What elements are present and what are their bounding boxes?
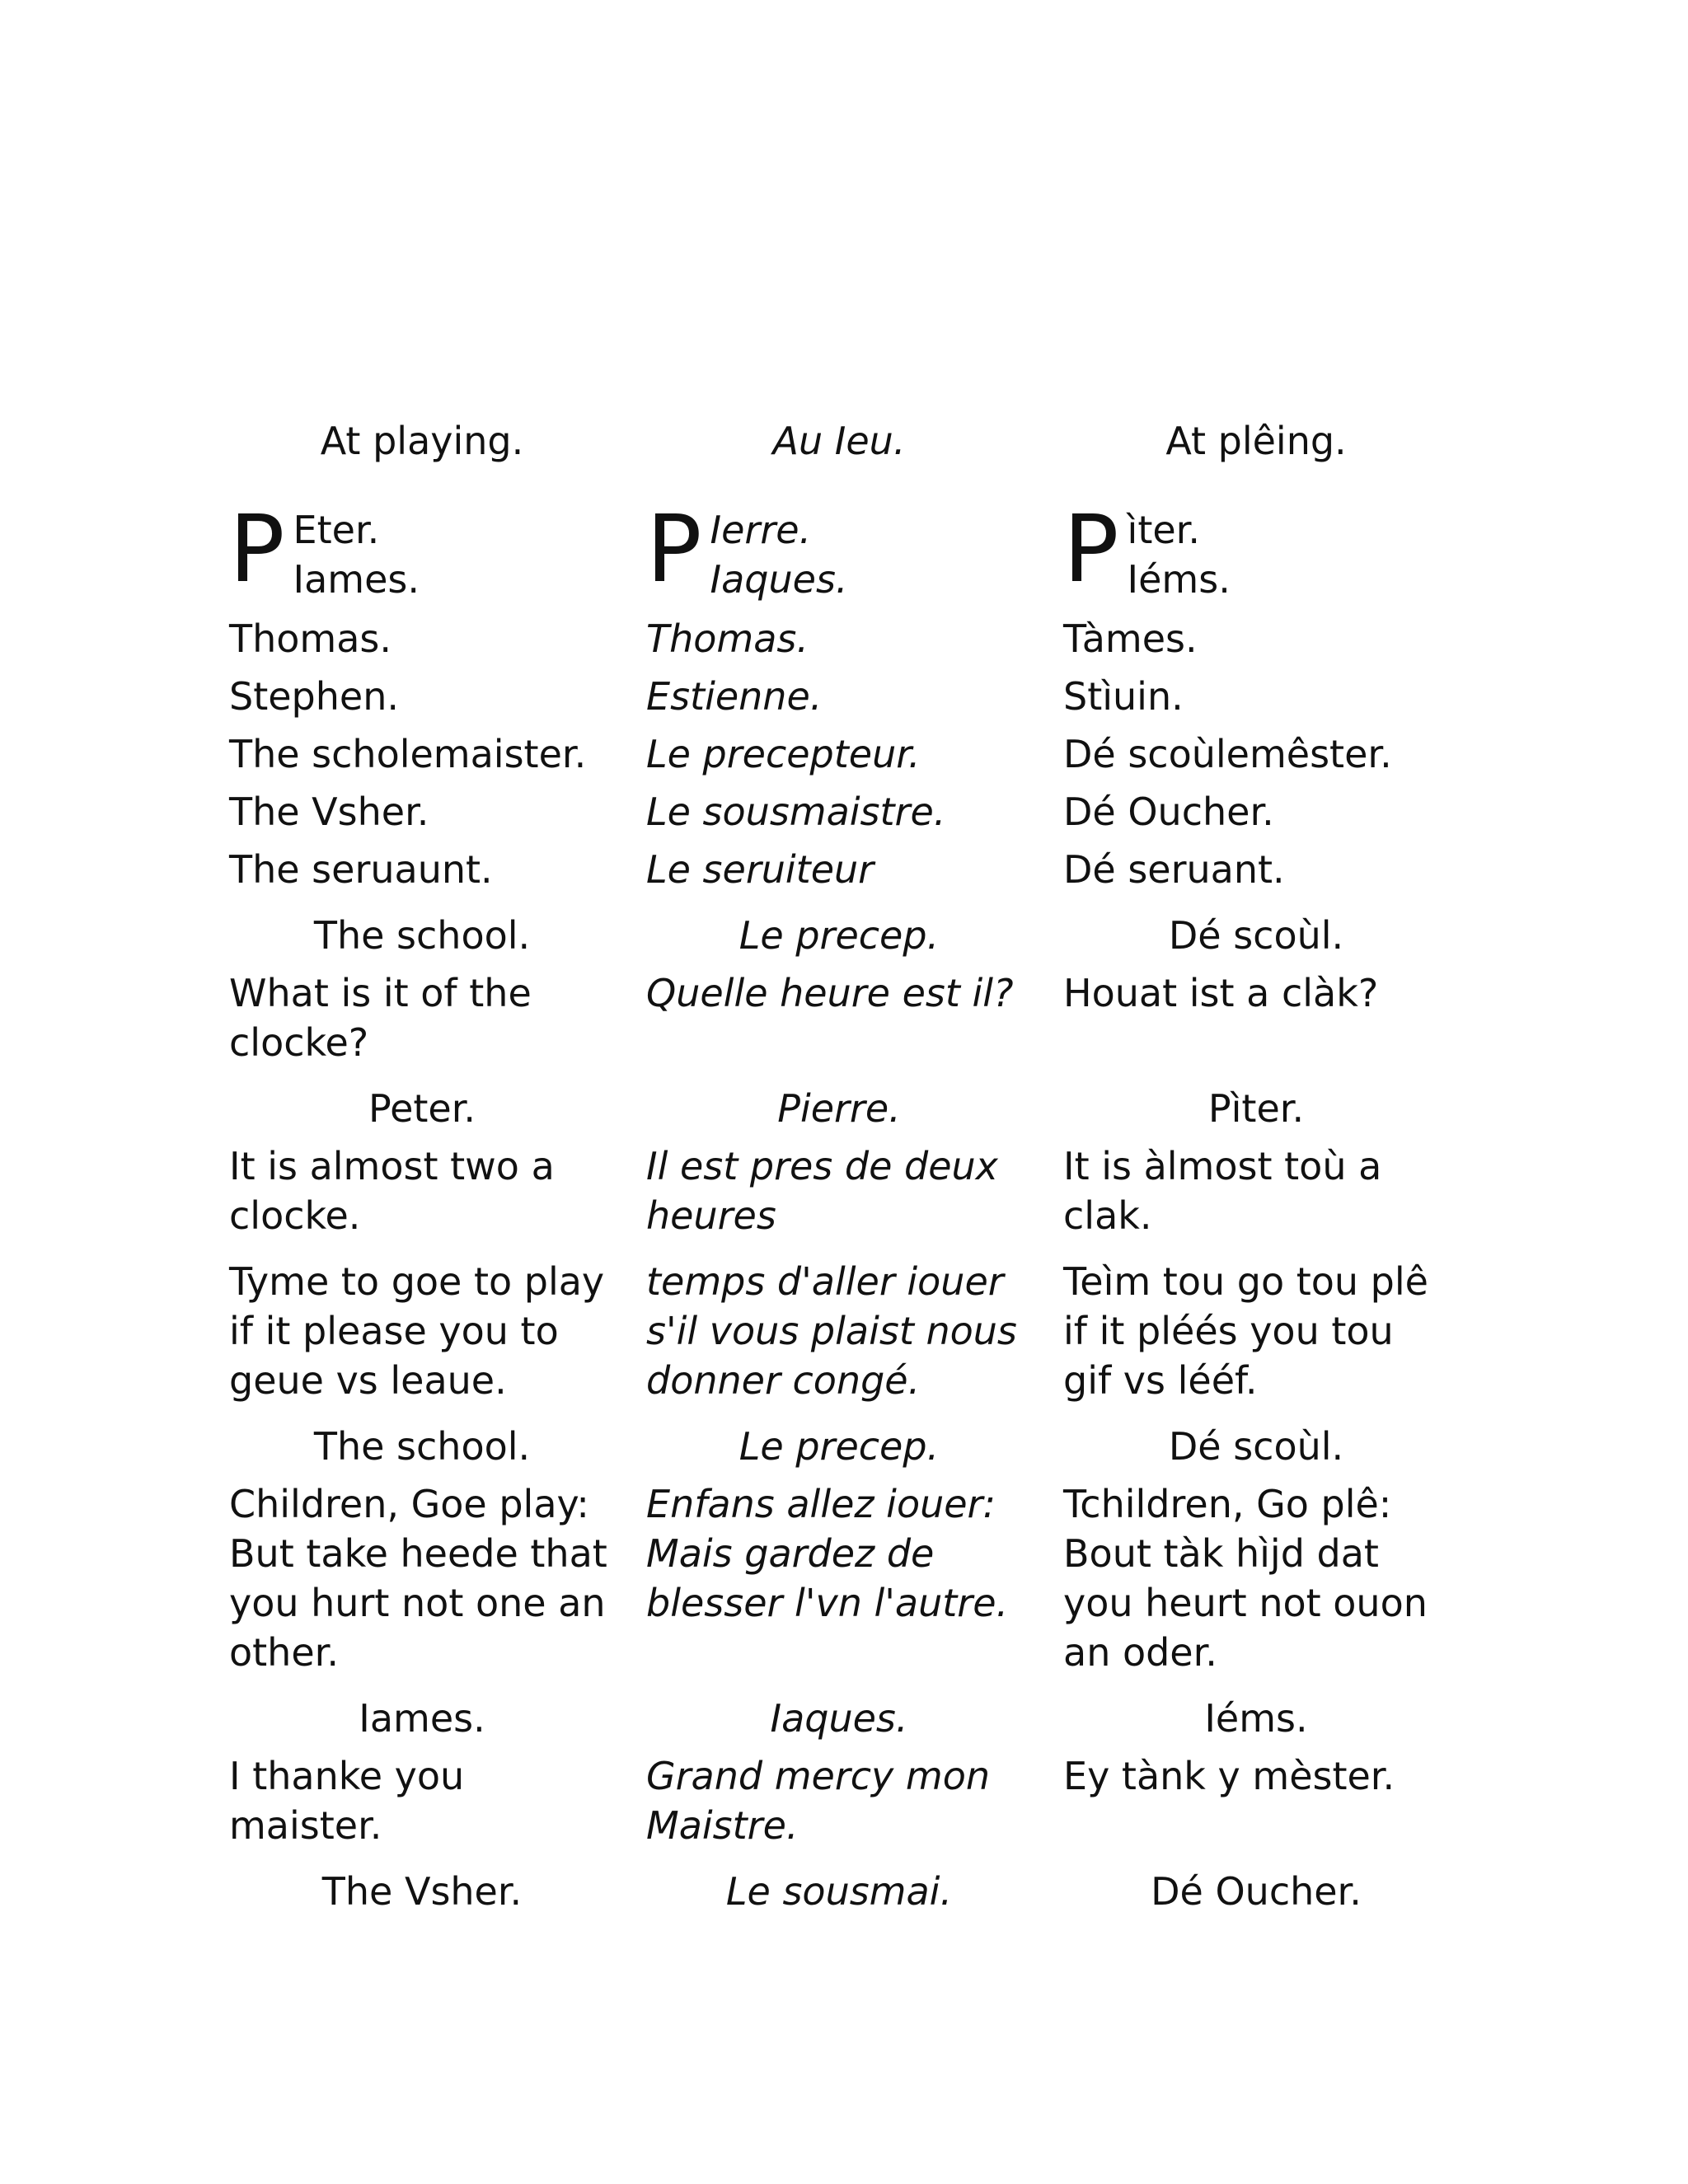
cast-header-english (229, 496, 615, 604)
title-english: At playing. (320, 419, 524, 463)
speaker-row (229, 1422, 1482, 1471)
cast-name: Ierre. (710, 508, 812, 552)
cast-name: Dé seruant. (1063, 847, 1285, 892)
speaker-name-phonetic: Dé scoùl. (1168, 913, 1344, 958)
page-body (229, 416, 1482, 1924)
speaker-name-english: The Vsher. (321, 1869, 523, 1914)
speaker-name-french: Le precep. (738, 913, 940, 958)
speech-text-phonetic: Ey tànk y mèster. (1063, 1754, 1395, 1798)
cast-name: ìter. (1127, 508, 1200, 552)
speaker-name-phonetic: Pìter. (1207, 1086, 1305, 1131)
cast-name: The Vsher. (229, 790, 429, 834)
speech-text-english: It is almost two a clocke. (229, 1144, 555, 1238)
speech-text-english: What is it of the clocke? (229, 971, 532, 1065)
cast-name: The seruaunt. (229, 847, 493, 892)
cast-name: Eter. (293, 508, 380, 552)
dropcap-letter: P (1063, 496, 1119, 603)
cast-name: Le sousmaistre. (646, 790, 946, 834)
cast-row (229, 614, 1482, 663)
speaker-name-english: Peter. (368, 1086, 476, 1131)
speaker-name-french: Pierre. (777, 1086, 901, 1131)
cast-name: Thomas. (646, 616, 809, 661)
speech-row (229, 1751, 1482, 1850)
speech-text-french: Enfans allez iouer: Mais gardez de blesser l'vn l'autre. (646, 1482, 1009, 1625)
speech-row (229, 1141, 1482, 1240)
cast-row (229, 729, 1482, 779)
cast-row (229, 845, 1482, 894)
dialogue (229, 911, 1482, 1916)
speech-text-phonetic: Houat ist a clàk? (1063, 971, 1379, 1015)
speaker-name-french: Iaques. (770, 1696, 908, 1741)
speaker-name-phonetic: Dé scoùl. (1168, 1424, 1344, 1469)
cast-name: Thomas. (229, 616, 392, 661)
speech-text-french: Il est pres de deux heures (646, 1144, 998, 1238)
title-phonetic: At plêing. (1165, 419, 1347, 463)
speech-row (229, 968, 1482, 1067)
speaker-name-phonetic: Dé Oucher. (1151, 1869, 1362, 1914)
cast-name: Tàmes. (1063, 616, 1198, 661)
speaker-row (229, 1867, 1482, 1916)
cast-name: Iéms. (1127, 557, 1231, 602)
speech-text-french: Quelle heure est il? (646, 971, 1014, 1015)
speech-text-french: Grand mercy mon Maistre. (646, 1754, 990, 1848)
cast-name: Le seruiteur (646, 847, 874, 892)
cast-name: Le precepteur. (646, 732, 921, 776)
speech-row (229, 1479, 1482, 1677)
cast-header-row (229, 496, 1482, 604)
cast-name: Iames. (293, 557, 420, 602)
speaker-name-english: The school. (313, 913, 531, 958)
speech-row (229, 1257, 1482, 1405)
speaker-name-french: Le precep. (738, 1424, 940, 1469)
speaker-row (229, 1694, 1482, 1743)
cast-name: The scholemaister. (229, 732, 587, 776)
cast-header-french (646, 496, 1032, 604)
speech-text-english: Children, Goe play: But take heede that you hurt not one an other. (229, 1482, 607, 1675)
cast-list (229, 614, 1482, 894)
cast-row (229, 787, 1482, 837)
speech-text-phonetic: Tchildren, Go plê: Bout tàk hìjd dat you heurt not ouon an oder. (1063, 1482, 1428, 1675)
cast-name: Dé Oucher. (1063, 790, 1274, 834)
cast-name: Dé scoùlemêster. (1063, 732, 1392, 776)
speech-text-phonetic: It is àlmost toù a clak. (1063, 1144, 1382, 1238)
speaker-name-phonetic: Iéms. (1204, 1696, 1308, 1741)
cast-name: Iaques. (710, 557, 848, 602)
dropcap-letter: P (229, 496, 285, 603)
cast-header-phonetic (1063, 496, 1449, 604)
title-french: Au Ieu. (772, 419, 906, 463)
title-row (229, 416, 1482, 466)
speech-text-english: Tyme to goe to play if it please you to geue vs leaue. (229, 1259, 605, 1403)
speaker-row (229, 911, 1482, 960)
speech-text-french: temps d'aller iouer s'il vous plaist nous donner congé. (646, 1259, 1017, 1403)
speaker-name-french: Le sousmai. (725, 1869, 953, 1914)
cast-name: Stìuin. (1063, 674, 1184, 719)
speaker-row (229, 1084, 1482, 1133)
speaker-name-english: Iames. (359, 1696, 485, 1741)
dropcap-letter: P (646, 496, 702, 603)
cast-name: Estienne. (646, 674, 823, 719)
cast-row (229, 672, 1482, 721)
speech-text-phonetic: Teìm tou go tou plê if it pléés you tou gif vs lééf. (1063, 1259, 1428, 1403)
speech-text-english: I thanke you maister. (229, 1754, 465, 1848)
cast-name: Stephen. (229, 674, 399, 719)
speaker-name-english: The school. (313, 1424, 531, 1469)
